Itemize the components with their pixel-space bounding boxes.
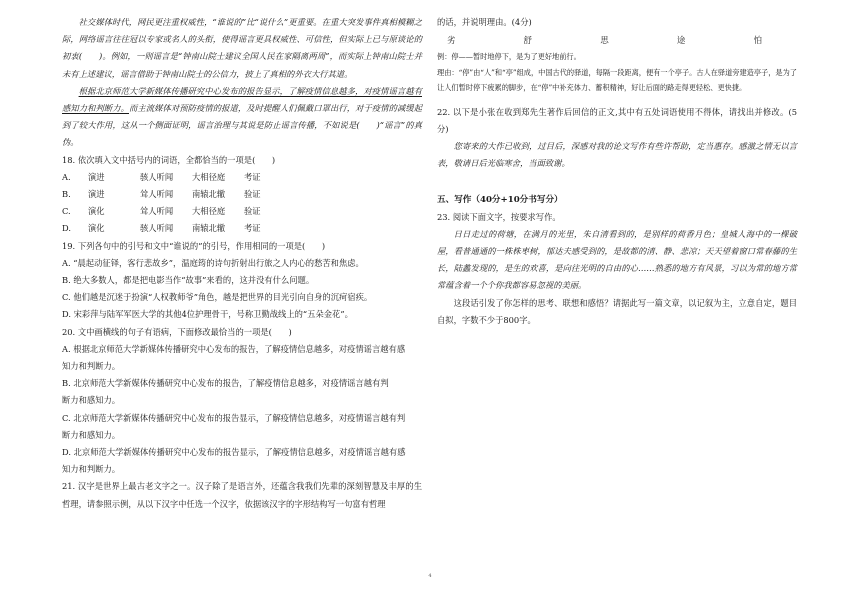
question-20-option-line: 知力和判断力。	[62, 361, 121, 372]
question-21-stem: 21. 汉字是世界上最古老文字之一。汉子除了是语言外，还蕴含我我们先辈的深刻智慧及丰厚的生哲理，请参照示例，从以下汉字中任选一个汉字，依据该汉字的字形结构写一句富有哲理	[62, 481, 422, 509]
question-23-stem: 23. 阅读下面文字，按要求写作。	[437, 211, 561, 222]
left-column	[62, 14, 422, 513]
option-word: 演化	[88, 223, 105, 234]
option-word: 南辕北辙	[192, 223, 226, 234]
section-5-heading: 五、写作（40分+10分书写分）	[437, 194, 563, 205]
option-word: 大相径庭	[192, 206, 226, 217]
underlined-sentence: 根据北京师范大学新媒体传播研究中心发布的报告显示，了解疫情信息越多，对疫情谣言越有感知力和判断力。	[62, 85, 422, 114]
option-word: 大相径庭	[192, 171, 226, 182]
passage-paragraph-2-rest: 而主流媒体对预防疫情的报道，及时提醒人们佩戴口罩出行，对于疫情的减缓起到了较大作用，这从一个侧面证明，谣言治理与其说是防止谣言传播，不如说是( )“谣言”的真伪。	[62, 103, 422, 148]
question-20-options	[62, 341, 422, 479]
question-21-continuation: 的话，并说明理由。(4分)	[437, 17, 532, 27]
option-word: 验证	[244, 206, 261, 217]
option-word: 耸人听闻	[140, 189, 174, 200]
character-choice: 劣	[447, 35, 456, 46]
passage-paragraph-2	[62, 83, 422, 152]
question-18-option-row	[62, 169, 422, 186]
question-20-stem: 20. 文中画横线的句子有语病，下面修改最恰当的一项是( )	[62, 326, 292, 337]
character-choice: 舒	[523, 35, 532, 46]
example-reason: 理由：“停”由“人”和“亭”组成，中国古代的驿道，每隔一段距离，便有一个亭子。古人在驿道旁建造亭子，是为了让人们暂时停下疲累的脚步，在“停”中补充体力、蓄积精神，好让后面的路走得更轻松、更快捷。	[437, 67, 797, 93]
option-letter: D.	[62, 223, 71, 234]
question-18-option-row	[62, 220, 422, 237]
option-word: 骇人听闻	[140, 223, 174, 234]
character-choice: 思	[600, 35, 609, 46]
question-20-option-line: D. 北京师范大学新媒体传播研究中心发布的报告显示，了解疫情信息越多，对疫情谣言越有感	[62, 447, 406, 458]
option-word: 演化	[88, 206, 105, 217]
character-choice: 途	[677, 35, 686, 46]
option-letter: B.	[62, 189, 71, 200]
option-word: 验证	[244, 189, 261, 200]
option-word: 演进	[88, 171, 105, 182]
question-18-stem: 18. 依次填入文中括号内的词语，全都恰当的一项是( )	[62, 154, 276, 165]
question-20-option-line: 断力和感知力。	[62, 429, 121, 440]
right-column	[437, 14, 797, 329]
question-20-option-line: C. 北京师范大学新媒体传播研究中心发布的报告显示，了解疫情信息越多，对疫情谣言越有判	[62, 412, 406, 423]
question-23-task: 这段话引发了你怎样的思考、联想和感悟？请据此写一篇文章，以记叙为主，立意自定，题目自拟，字数不少于800字。	[437, 297, 797, 325]
character-choice: 怕	[753, 35, 762, 46]
question-18-option-row	[62, 186, 422, 203]
question-18-options	[62, 169, 422, 238]
passage-paragraph-1: 社交媒体时代，网民更注重权威性，“谁说的”比“说什么”更重要。在重大突发事件真相模糊之际，网络谣言往往冠以专家或名人的头衔，使得谣言更具权威性、可信性，但实际上已与原谈论的初衷( )。例如，一则谣言是“钟南山院士建议全国人民在家隔离两周”，而实际上钟南山院士并未有上述建议，谣言借助于钟南山院士的公信力，披上了真相的外衣大行其道。	[62, 17, 422, 79]
question-20-option-line: 知力和判断力。	[62, 464, 121, 475]
option-letter: C.	[62, 206, 71, 217]
question-22-letter: 您寄来的大作已收到，过目后，深感对我的论文写作有些许帮助，定当惠存。感激之情无以言表，敬请日后光临寒舍，当面致谢。	[437, 141, 797, 169]
character-choices	[437, 31, 797, 49]
option-word: 骇人听闻	[140, 171, 174, 182]
question-20-option-line: B. 北京师范大学新媒体传播研究中心发布的报告，了解疫情信息越多，对疫情谣言越有判	[62, 378, 389, 389]
option-word: 考证	[244, 223, 261, 234]
question-22-stem: 22. 以下是小张在收到郑先生著作后回信的正文,其中有五处词语使用不得体，请找出并修改。(5分)	[437, 106, 797, 134]
question-23-quote: 日日走过的荷塘，在满月的光里，朱自清看到的，是别样的荷香月色；皇城人海中的一棵破屋，看普通通的一株株枣树，郁达夫感受到的，是故都的清、静、悲凉；天天望着窗口常春藤的生长，陆蠡发现的，是生的欢喜，是向往光明的自由的心……熟悉的地方有风景，习以为常的地方常常蕴含着一个个你我都容易忽视的美丽。	[437, 228, 797, 291]
option-word: 演进	[88, 189, 105, 200]
option-word: 南辕北辙	[192, 189, 226, 200]
option-letter: A.	[62, 171, 71, 182]
page-number: 4	[428, 573, 432, 579]
option-word: 耸人听闻	[140, 206, 174, 217]
question-19-option-b: B. 绝大多数人，都是把电影当作“故事”来看的，这并没有什么问题。	[62, 275, 315, 286]
option-word: 考证	[244, 171, 261, 182]
example-line: 例：停——暂时地停下，是为了更好地前行。	[437, 52, 581, 62]
question-19-stem: 19. 下列各句中的引号和文中“谁说的”的引号，作用相同的一项是( )	[62, 240, 326, 251]
question-20-option-line: A. 根据北京师范大学新媒体传播研究中心发布的报告，了解疫情信息越多，对疫情谣言越有感	[62, 343, 406, 354]
question-19-option-c: C. 他们越是沉迷于扮演“人权教师爷”角色，越是把世界的目光引向自身的沉疴宿疾。	[62, 292, 373, 303]
question-20-option-line: 断力和感知力。	[62, 395, 121, 406]
question-18-option-row	[62, 203, 422, 220]
question-19-option-a: A. “晨起动征铎，客行悲故乡”，温庭筠的诗句折射出行旅之人内心的愁苦和焦虑。	[62, 257, 364, 268]
question-19-option-d: D. 宋彩萍与陆军军医大学的其他4位护理骨干，号称卫勤战线上的“五朵金花”。	[62, 309, 353, 320]
